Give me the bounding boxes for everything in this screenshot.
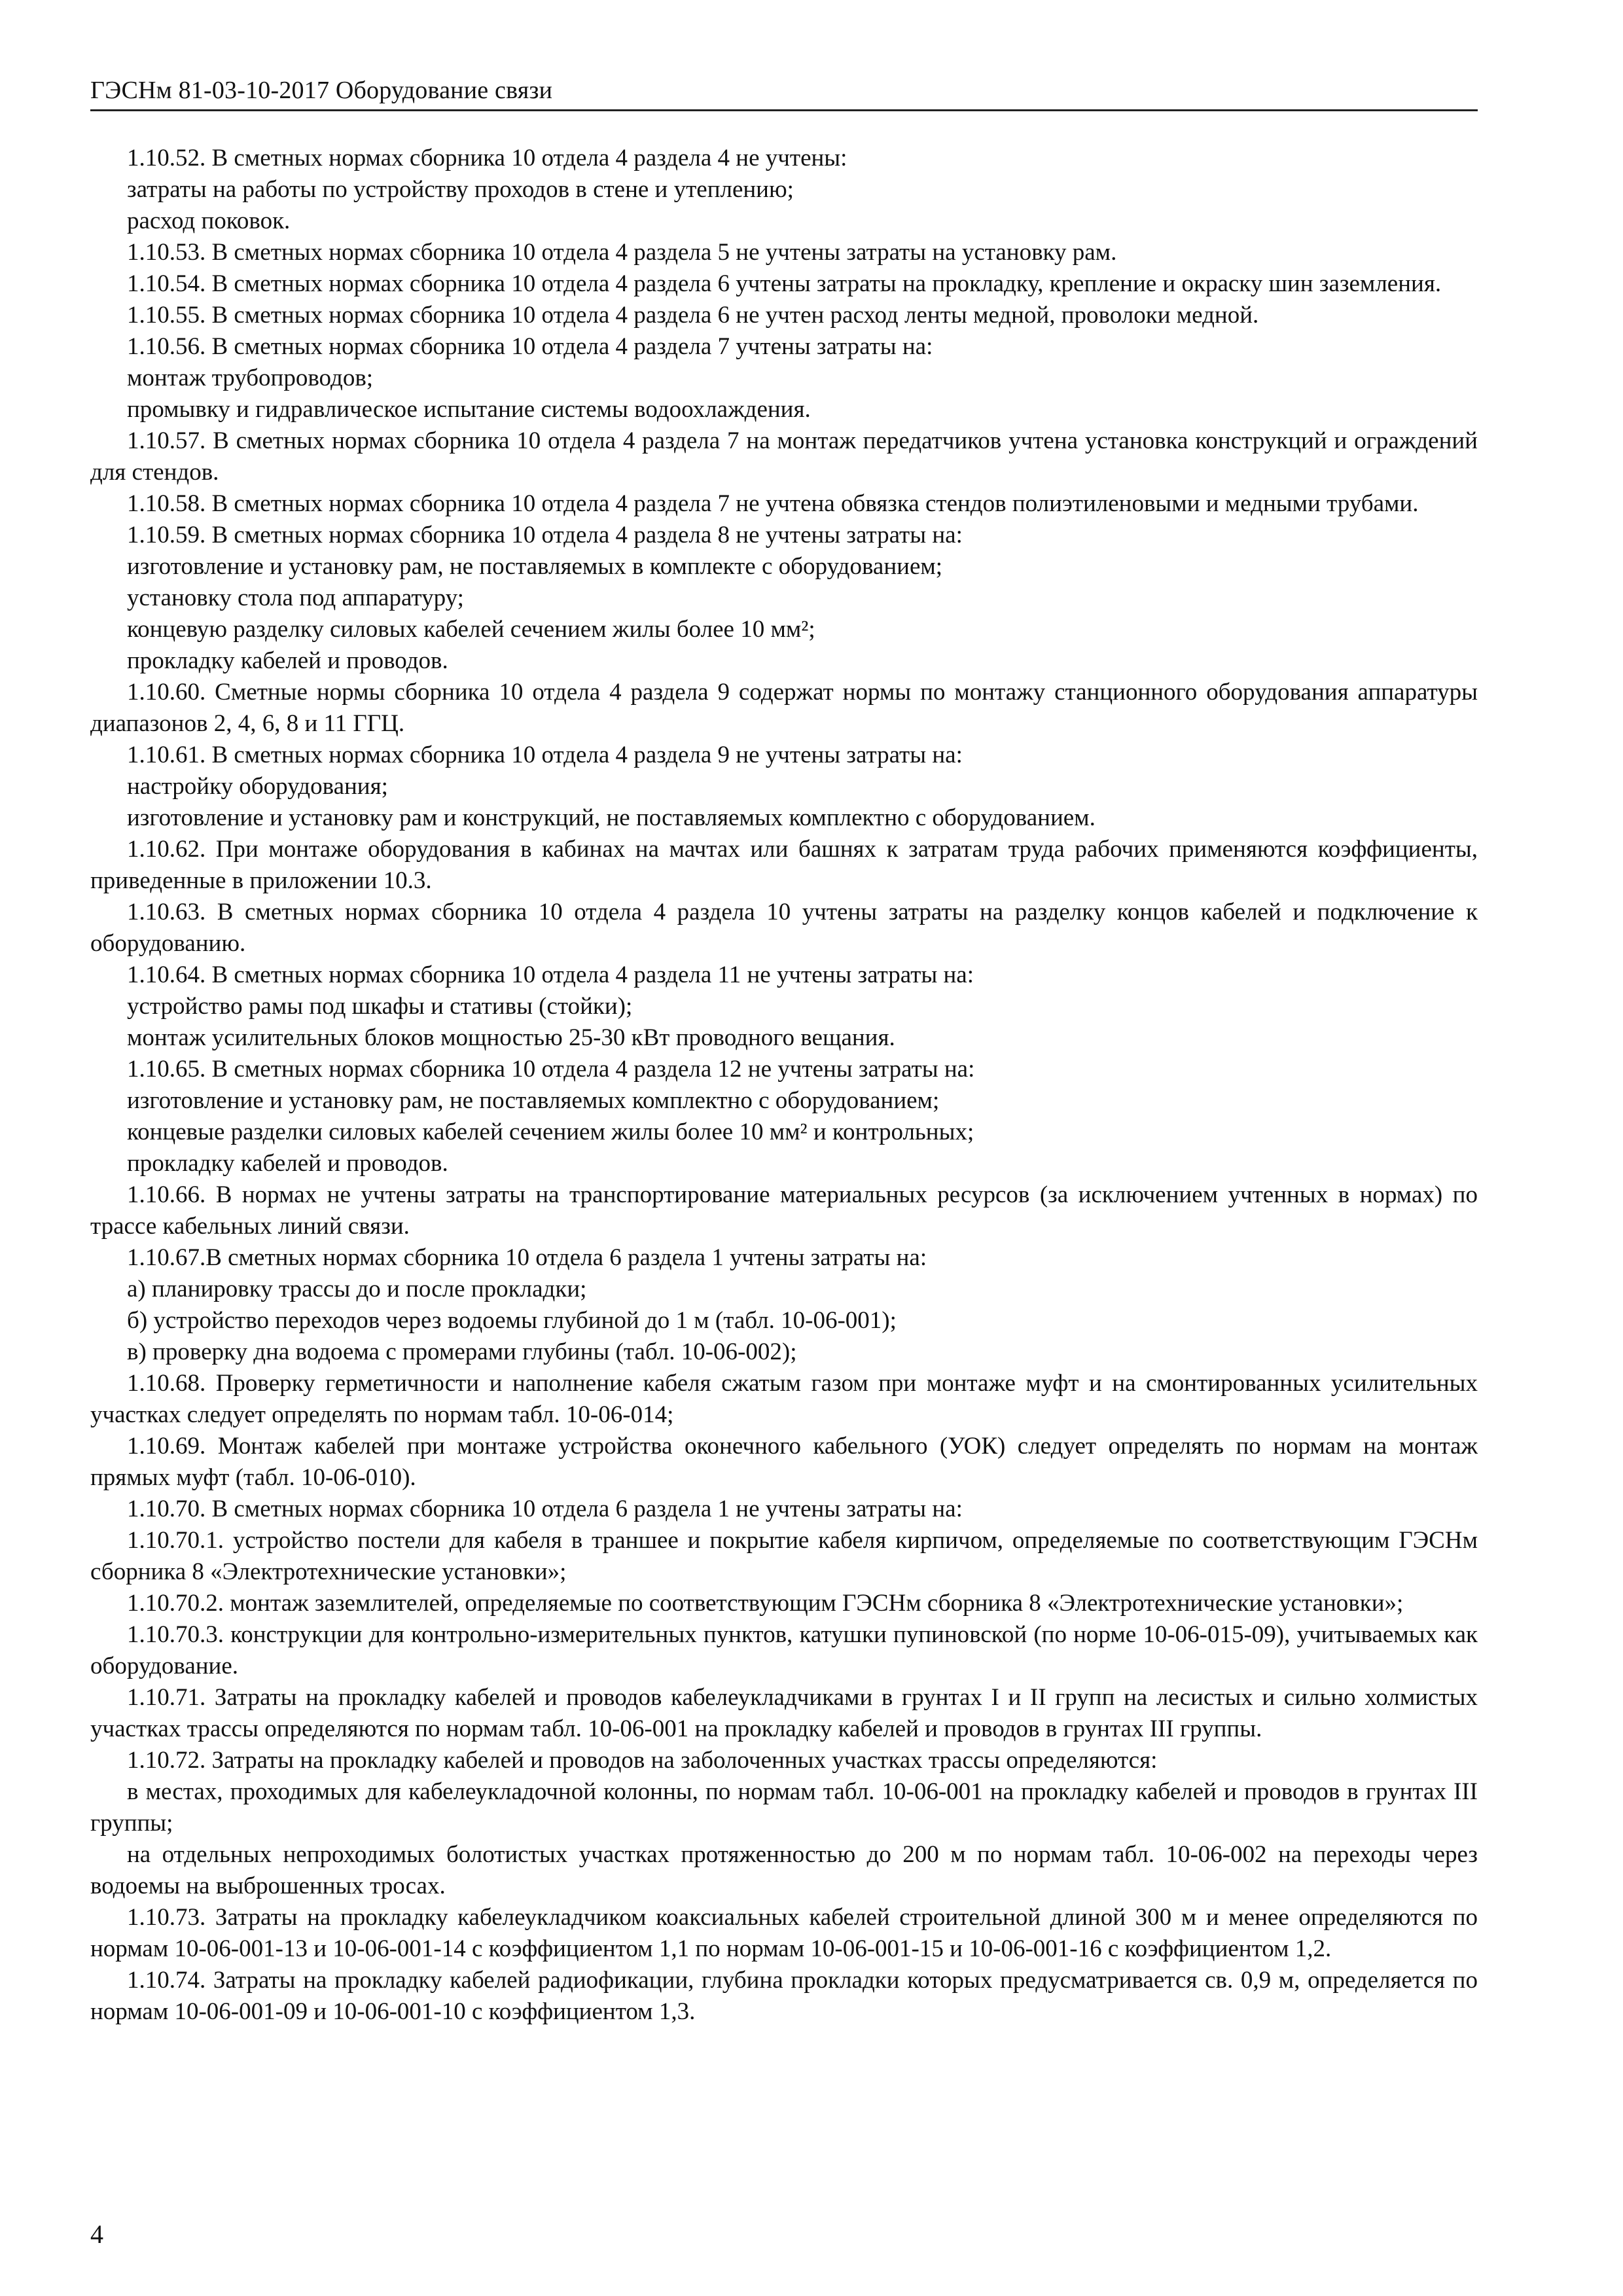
numbered-paragraph: на отдельных непроходимых болотистых участках протяженностью до 200 м по нормам табл. 10-06-002 на переходы через водоемы на выброшенных тросах. <box>90 1841 1478 1899</box>
list-line: промывку и гидравлическое испытание системы водоохлаждения. <box>127 396 811 423</box>
list-line: настройку оборудования; <box>127 773 388 800</box>
numbered-paragraph: 1.10.65. В сметных нормах сборника 10 отдела 4 раздела 12 не учтены затраты на: <box>127 1056 975 1083</box>
numbered-paragraph: 1.10.74. Затраты на прокладку кабелей радиофикации, глубина прокладки которых предусматривается св. 0,9 м, определяется по нормам 10-06-001-09 и 10-06-001-10 с коэффициентом 1,3. <box>90 1967 1478 2025</box>
list-line: изготовление и установку рам, не поставляемых в комплекте с оборудованием; <box>127 553 943 580</box>
numbered-paragraph: 1.10.57. В сметных нормах сборника 10 отдела 4 раздела 7 на монтаж передатчиков учтена установка конструкций и ограждений для стендов. <box>90 427 1478 486</box>
running-header: ГЭСНм 81-03-10-2017 Оборудование связи <box>90 77 553 104</box>
numbered-paragraph: 1.10.56. В сметных нормах сборника 10 отдела 4 раздела 7 учтены затраты на: <box>127 333 933 360</box>
list-line: установку стола под аппаратуру; <box>127 584 464 611</box>
list-line: расход поковок. <box>127 207 291 234</box>
numbered-paragraph: 1.10.63. В сметных нормах сборника 10 отдела 4 раздела 10 учтены затраты на разделку концов кабелей и подключение к оборудованию. <box>90 899 1478 957</box>
list-line: прокладку кабелей и проводов. <box>127 1150 448 1177</box>
list-line: а) планировку трассы до и после прокладки; <box>127 1276 587 1302</box>
numbered-paragraph: 1.10.62. При монтаже оборудования в кабинах на мачтах или башнях к затратам труда рабочих применяются коэффициенты, приведенные в приложении 10.3. <box>90 836 1478 894</box>
numbered-paragraph: 1.10.71. Затраты на прокладку кабелей и проводов кабелеукладчиками в грунтах I и II групп на лесистых и сильно холмистых участках трассы определяются по нормам табл. 10-06-001 на прокладку кабелей и проводов в грунтах III группы. <box>90 1684 1478 1742</box>
numbered-paragraph: 1.10.72. Затраты на прокладку кабелей и проводов на заболоченных участках трассы определяются: <box>127 1747 1158 1774</box>
numbered-paragraph: 1.10.67.В сметных нормах сборника 10 отдела 6 раздела 1 учтены затраты на: <box>127 1244 927 1271</box>
list-line: изготовление и установку рам, не поставляемых комплектно с оборудованием; <box>127 1087 940 1114</box>
numbered-paragraph: 1.10.69. Монтаж кабелей при монтаже устройства оконечного кабельного (УОК) следует определять по нормам на монтаж прямых муфт (табл. 10-06-010). <box>90 1433 1478 1491</box>
numbered-paragraph: в местах, проходимых для кабелеукладочной колонны, по нормам табл. 10-06-001 на прокладку кабелей и проводов в грунтах III группы; <box>90 1778 1478 1837</box>
list-line: концевую разделку силовых кабелей сечением жилы более 10 мм²; <box>127 616 815 643</box>
body-text <box>90 143 1478 2028</box>
numbered-paragraph: 1.10.70.3. конструкции для контрольно-измерительных пунктов, катушки пупиновской (по норме 10-06-015-09), учитываемых как оборудование. <box>90 1621 1478 1679</box>
list-line: затраты на работы по устройству проходов в стене и утеплению; <box>127 176 794 203</box>
header-rule <box>90 109 1478 111</box>
list-line: в) проверку дна водоема с промерами глубины (табл. 10-06-002); <box>127 1338 797 1365</box>
numbered-paragraph: 1.10.55. В сметных нормах сборника 10 отдела 4 раздела 6 не учтен расход ленты медной, проволоки медной. <box>127 302 1259 329</box>
list-line: устройство рамы под шкафы и стативы (стойки); <box>127 993 633 1020</box>
numbered-paragraph: 1.10.52. В сметных нормах сборника 10 отдела 4 раздела 4 не учтены: <box>127 145 847 171</box>
page-number: 4 <box>90 2219 103 2249</box>
list-line: б) устройство переходов через водоемы глубиной до 1 м (табл. 10-06-001); <box>127 1307 897 1334</box>
numbered-paragraph: 1.10.59. В сметных нормах сборника 10 отдела 4 раздела 8 не учтены затраты на: <box>127 522 963 548</box>
numbered-paragraph: 1.10.58. В сметных нормах сборника 10 отдела 4 раздела 7 не учтена обвязка стендов полиэтиленовыми и медными трубами. <box>127 490 1419 517</box>
numbered-paragraph: 1.10.61. В сметных нормах сборника 10 отдела 4 раздела 9 не учтены затраты на: <box>127 742 963 768</box>
numbered-paragraph: 1.10.73. Затраты на прокладку кабелеукладчиком коаксиальных кабелей строительной длиной 300 м и менее определяются по нормам 10-06-001-13 и 10-06-001-14 с коэффициентом 1,1 по нормам 10-06-001-15 и 10-06-001-16 с коэффициентом 1,2. <box>90 1904 1478 1962</box>
numbered-paragraph: 1.10.70.1. устройство постели для кабеля в траншее и покрытие кабеля кирпичом, определяемые по соответствующим ГЭСНм сборника 8 «Электротехнические установки»; <box>90 1527 1478 1585</box>
numbered-paragraph: 1.10.53. В сметных нормах сборника 10 отдела 4 раздела 5 не учтены затраты на установку рам. <box>127 239 1117 266</box>
list-line: монтаж усилительных блоков мощностью 25-30 кВт проводного вещания. <box>127 1024 895 1051</box>
list-line: прокладку кабелей и проводов. <box>127 647 448 674</box>
numbered-paragraph: 1.10.64. В сметных нормах сборника 10 отдела 4 раздела 11 не учтены затраты на: <box>127 961 974 988</box>
numbered-paragraph: 1.10.70. В сметных нормах сборника 10 отдела 6 раздела 1 не учтены затраты на: <box>127 1496 963 1522</box>
list-line: изготовление и установку рам и конструкций, не поставляемых комплектно с оборудованием. <box>127 804 1096 831</box>
numbered-paragraph: 1.10.66. В нормах не учтены затраты на транспортирование материальных ресурсов (за исключением учтенных в нормах) по трассе кабельных линий связи. <box>90 1181 1478 1240</box>
numbered-paragraph: 1.10.68. Проверку герметичности и наполнение кабеля сжатым газом при монтаже муфт и на смонтированных усилительных участках следует определять по нормам табл. 10-06-014; <box>90 1370 1478 1428</box>
numbered-paragraph: 1.10.54. В сметных нормах сборника 10 отдела 4 раздела 6 учтены затраты на прокладку, крепление и окраску шин заземления. <box>127 270 1442 297</box>
list-line: монтаж трубопроводов; <box>127 365 374 391</box>
list-line: концевые разделки силовых кабелей сечением жилы более 10 мм² и контрольных; <box>127 1119 974 1145</box>
numbered-paragraph: 1.10.60. Сметные нормы сборника 10 отдела 4 раздела 9 содержат нормы по монтажу станционного оборудования аппаратуры диапазонов 2, 4, 6, 8 и 11 ГГЦ. <box>90 679 1478 737</box>
numbered-paragraph: 1.10.70.2. монтаж заземлителей, определяемые по соответствующим ГЭСНм сборника 8 «Электротехнические установки»; <box>127 1590 1404 1617</box>
